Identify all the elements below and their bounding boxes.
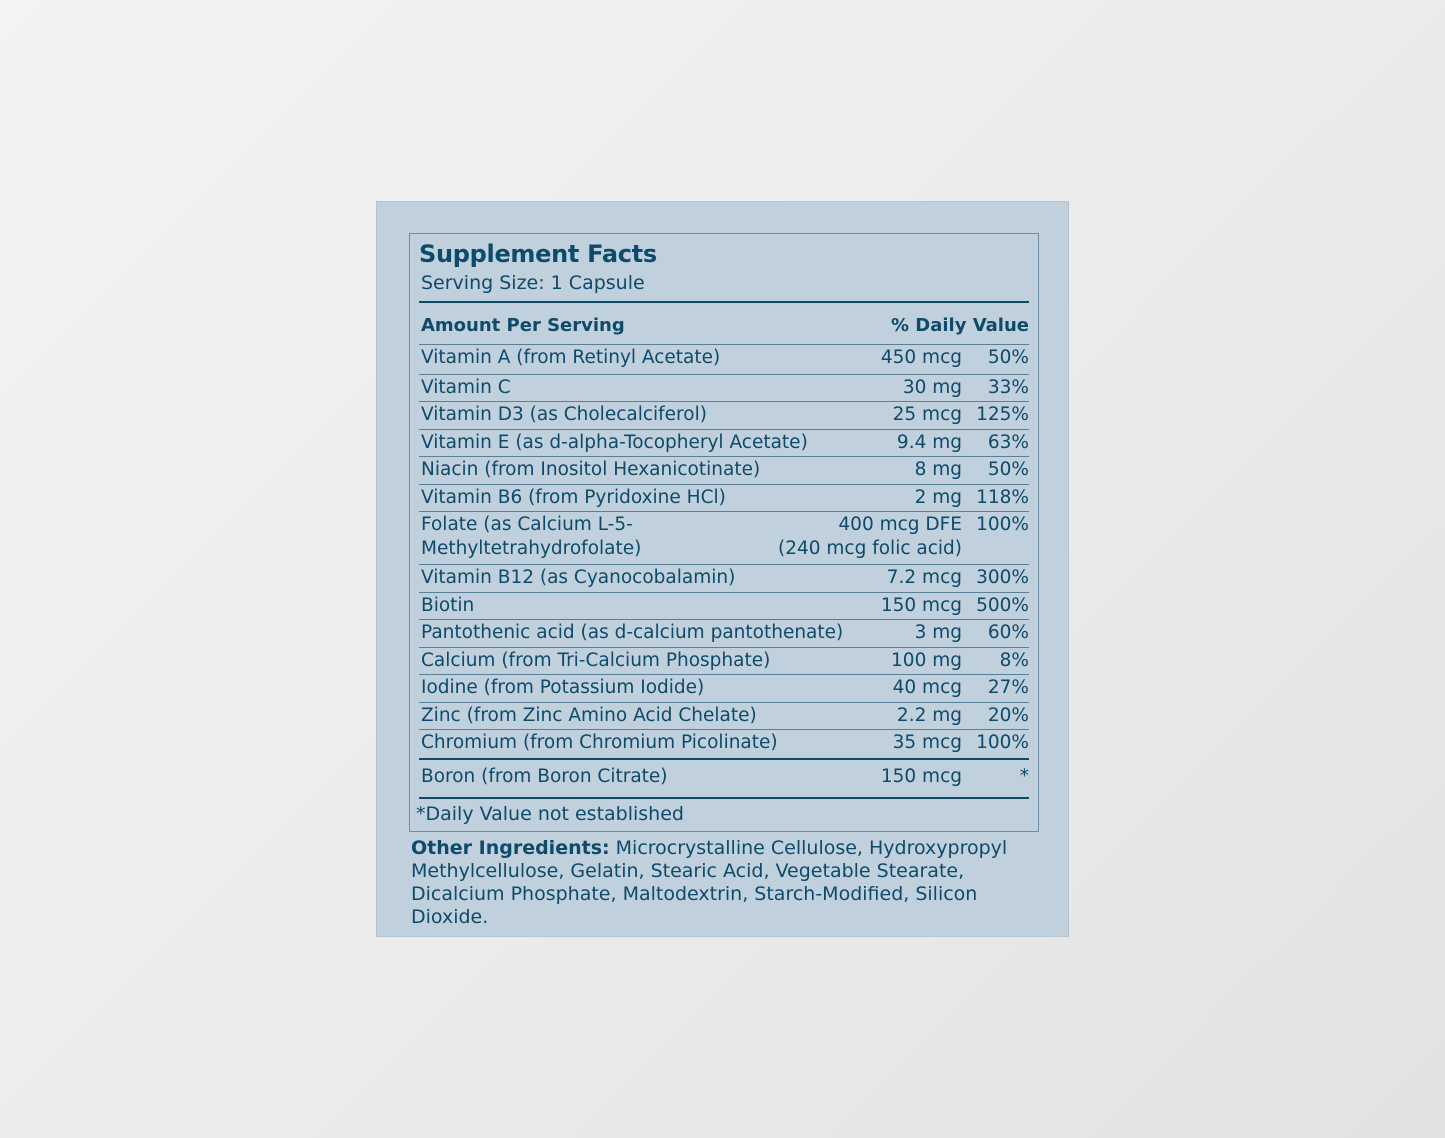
nutrient-daily-value: * bbox=[1019, 766, 1029, 787]
nutrient-name: Folate (as Calcium L-5- Methyltetrahydrofolate) bbox=[421, 514, 642, 559]
nutrient-daily-value: 27% bbox=[987, 677, 1029, 698]
other-ingredients bbox=[411, 837, 1051, 929]
nutrient-amount: 450 mcg bbox=[880, 347, 962, 368]
nutrient-amount: 150 mcg bbox=[880, 766, 962, 787]
nutrient-daily-value: 125% bbox=[976, 404, 1029, 425]
nutrient-name: Biotin bbox=[421, 595, 475, 616]
table-row bbox=[419, 758, 1029, 794]
nutrient-daily-value: 300% bbox=[976, 567, 1029, 588]
nutrient-name: Iodine (from Potassium Iodide) bbox=[421, 677, 705, 698]
facts-title: Supplement Facts bbox=[419, 240, 657, 268]
nutrient-daily-value: 8% bbox=[999, 650, 1029, 671]
nutrient-name: Zinc (from Zinc Amino Acid Chelate) bbox=[421, 705, 757, 726]
nutrient-daily-value: 50% bbox=[987, 459, 1029, 480]
serving-size: Serving Size: 1 Capsule bbox=[421, 272, 645, 294]
nutrient-name: Pantothenic acid (as d-calcium pantothenate) bbox=[421, 622, 844, 643]
nutrient-name: Vitamin C bbox=[421, 377, 511, 398]
table-row bbox=[419, 674, 1029, 702]
supplement-facts-box bbox=[409, 233, 1039, 832]
nutrient-daily-value: 118% bbox=[976, 487, 1029, 508]
table-row bbox=[419, 429, 1029, 456]
nutrient-amount: 100 mg bbox=[891, 650, 962, 671]
nutrient-name: Niacin (from Inositol Hexanicotinate) bbox=[421, 459, 761, 480]
nutrient-daily-value: 33% bbox=[987, 377, 1029, 398]
nutrient-amount: 35 mcg bbox=[892, 732, 962, 753]
other-ingredients-text: Microcrystalline Cellulose, Hydroxypropyl Methylcellulose, Gelatin, Stearic Acid, Vegetable Stearate, Dicalcium Phosphate, Maltodextrin, Starch-Modified, Silicon Dioxide. bbox=[411, 837, 1008, 928]
nutrient-name: Vitamin B12 (as Cyanocobalamin) bbox=[421, 567, 736, 588]
supplement-facts-card bbox=[376, 201, 1069, 937]
nutrient-name: Calcium (from Tri-Calcium Phosphate) bbox=[421, 650, 771, 671]
table-row bbox=[419, 702, 1029, 729]
nutrient-daily-value: 20% bbox=[987, 705, 1029, 726]
daily-value-footnote: *Daily Value not established bbox=[416, 803, 684, 825]
nutrient-name: Vitamin B6 (from Pyridoxine HCl) bbox=[421, 487, 726, 508]
table-row bbox=[419, 511, 1029, 564]
table-row bbox=[419, 374, 1029, 401]
nutrient-amount: 8 mg bbox=[914, 459, 962, 480]
nutrient-daily-value: 100% bbox=[976, 514, 1029, 535]
divider-top bbox=[419, 301, 1029, 303]
table-row bbox=[419, 484, 1029, 511]
nutrient-amount: 2 mg bbox=[914, 487, 962, 508]
table-row bbox=[419, 647, 1029, 674]
table-row bbox=[419, 344, 1029, 374]
nutrient-amount: 30 mg bbox=[902, 377, 962, 398]
nutrient-table bbox=[419, 344, 1029, 794]
nutrient-amount: 3 mg bbox=[914, 622, 962, 643]
nutrient-amount: 9.4 mg bbox=[896, 432, 962, 453]
nutrient-daily-value: 500% bbox=[976, 595, 1029, 616]
nutrient-name: Boron (from Boron Citrate) bbox=[421, 766, 668, 787]
nutrient-name: Chromium (from Chromium Picolinate) bbox=[421, 732, 778, 753]
other-ingredients-label: Other Ingredients: bbox=[411, 837, 610, 859]
table-row bbox=[419, 729, 1029, 758]
nutrient-daily-value: 50% bbox=[987, 347, 1029, 368]
nutrient-name: Vitamin A (from Retinyl Acetate) bbox=[421, 347, 721, 368]
nutrient-daily-value: 60% bbox=[987, 622, 1029, 643]
nutrient-amount: 150 mcg bbox=[880, 595, 962, 616]
table-row bbox=[419, 456, 1029, 484]
table-row bbox=[419, 401, 1029, 429]
table-row bbox=[419, 592, 1029, 619]
divider-bottom bbox=[419, 797, 1029, 799]
table-row bbox=[419, 564, 1029, 592]
nutrient-amount: 7.2 mcg bbox=[886, 567, 962, 588]
nutrient-name: Vitamin D3 (as Cholecalciferol) bbox=[421, 404, 707, 425]
nutrient-amount: 40 mcg bbox=[892, 677, 962, 698]
nutrient-daily-value: 100% bbox=[976, 732, 1029, 753]
nutrient-name: Vitamin E (as d-alpha-Tocopheryl Acetate) bbox=[421, 432, 808, 453]
nutrient-daily-value: 63% bbox=[987, 432, 1029, 453]
header-amount-per-serving: Amount Per Serving bbox=[421, 315, 625, 336]
header-daily-value: % Daily Value bbox=[890, 315, 1029, 336]
table-row bbox=[419, 619, 1029, 647]
nutrient-amount: 400 mcg DFE (240 mcg folic acid) bbox=[778, 514, 962, 559]
nutrient-amount: 25 mcg bbox=[892, 404, 962, 425]
nutrient-amount: 2.2 mg bbox=[896, 705, 962, 726]
